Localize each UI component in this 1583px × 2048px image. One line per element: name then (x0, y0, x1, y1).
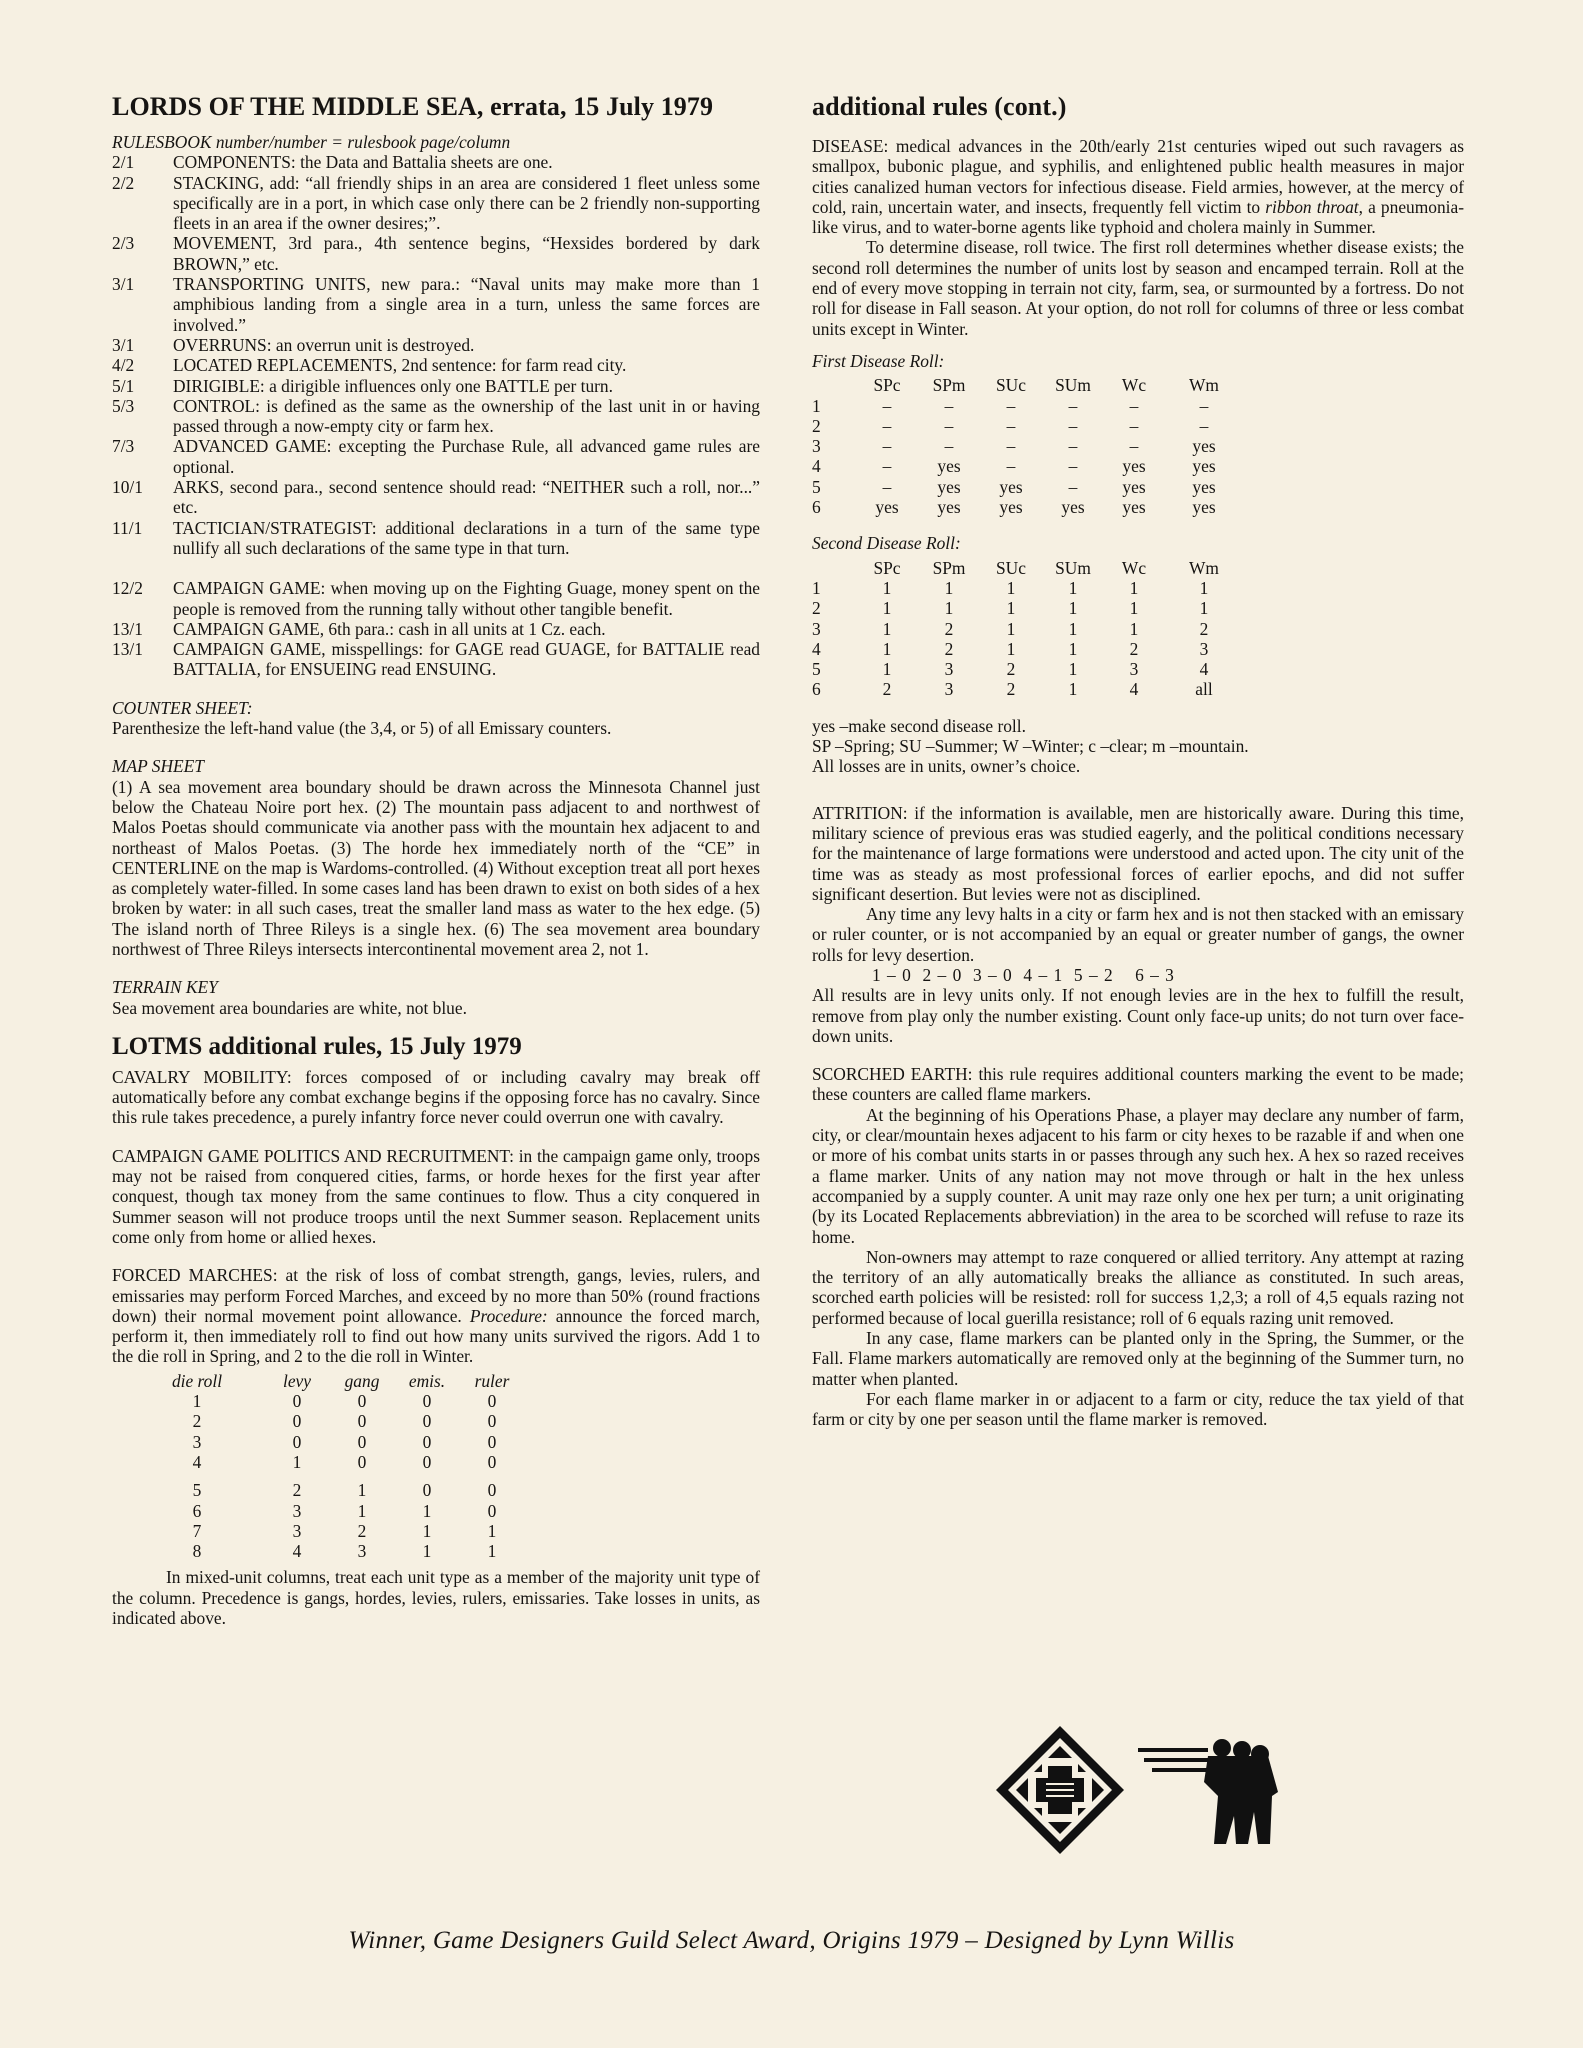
errata-ref: 4/2 (112, 355, 135, 376)
disease-table-cell: – (882, 415, 892, 436)
errata-entry (112, 518, 760, 559)
errata-text: STACKING, add: “all friendly ships in an area are considered 1 fleet unless some specifically are in a port, in which case only there can be 2 friendly non-supporting fleets in an area if the owner desires;”. (173, 172, 760, 234)
forced-table-cell: 0 (357, 1431, 367, 1452)
disease-table-cell: 1 (1129, 577, 1139, 598)
forced-table-cell: 0 (422, 1411, 432, 1432)
right-column (812, 92, 1464, 1430)
disease-table-header: SPc (873, 375, 901, 396)
legend-losses: All losses are in units, owner’s choice. (812, 756, 1081, 777)
disease-text-1a: DISEASE: medical advances in the 20th/early 21st centuries wiped out such ravagers as smallpox, bubonic plague, and syphilis, and enlightened public health measures in major cities canalized human vectors for infectious disease. Field armies, however, at the mercy of cold, rain, uncertain water, and insects, frequently fell victim to (812, 136, 1464, 217)
errata-text: TRANSPORTING UNITS, new para.: “Naval units may make more than 1 amphibious landing from a single area in a turn, unless the same forces are involved.” (173, 274, 760, 335)
campaign-politics-text: CAMPAIGN GAME POLITICS AND RECRUITMENT: in the campaign game only, troops may not be raised from conquered cities, farms, or horde hexes for the first year after conquest, though tax money from the same continues to flow. Thus a city conquered in Summer season will not produce troops until the next Summer season. Replacement units come only from home or allied hexes. (112, 1145, 760, 1247)
soldiers-silhouette-icon (1138, 1732, 1288, 1852)
additional-rules-title: LOTMS additional rules, 15 July 1979 (112, 1032, 522, 1060)
map-sheet-text: (1) A sea movement area boundary should be drawn across the Minnesota Channel just below the Chateau Noire port hex. (2) The mountain pass adjacent to and northwest of Malos Poetas should communicate via another pass with the mountain hex adjacent to and northeast of Malos Poetas. (3) The horde hex immediately north of the “CE” in CENTERLINE on the map is Wardoms-controlled. (4) Without exception treat all port hexes as completely water-filled. In some cases land has been drawn to exist on both sides of a hex broken by water: in all such cases, treat the smaller land mass as water to the hex edge. (5) The island north of Three Rileys is a single hex. (6) The sea movement area boundary northwest of Three Rileys intersects intercontinental movement area 2, not 1. (112, 776, 760, 959)
disease-table-header: SUm (1055, 375, 1091, 396)
second-disease-roll-table (812, 558, 1244, 700)
map-sheet-caption: MAP SHEET (112, 756, 204, 777)
disease-table-cell: – (1006, 456, 1016, 477)
disease-table-cell: 2 (1129, 638, 1139, 659)
table-row (812, 416, 1244, 436)
forced-table-cell: 1 (487, 1541, 497, 1562)
errata-ref: 12/2 (112, 578, 143, 599)
disease-text-1b: , a pneumonia-like virus, and to water-borne agents like typhoid and cholera mainly in Summer. (812, 196, 1464, 238)
disease-table-cell: 2 (812, 415, 821, 436)
guild-emblem-icon (990, 1720, 1130, 1860)
disease-table-cell: 1 (882, 659, 892, 680)
errata-text: CAMPAIGN GAME: when moving up on the Fighting Guage, money spent on the people is removed from the running tally without other tangible benefit. (173, 578, 760, 619)
disease-table-cell: 3 (1129, 659, 1139, 680)
forced-table-cell: 5 (192, 1480, 202, 1501)
errata-entry (112, 436, 760, 477)
disease-table-cell: 1 (1129, 598, 1139, 619)
scorched-earth-text-3: Non-owners may attempt to raze conquered or allied territory. Any attempt at razing the territory of an ally automatically breaks the alliance as constituted. In such areas, scorched earth policies will be resisted: roll for success 1,2,3; a roll of 4,5 equals razing not performed because of local guerilla resistance; roll of 6 equals razing unit removed. (812, 1246, 1464, 1328)
forced-march-table (132, 1371, 522, 1562)
table-row (132, 1432, 522, 1452)
counter-sheet-caption: COUNTER SHEET: (112, 697, 253, 718)
forced-table-cell: 4 (292, 1541, 302, 1562)
table-row (812, 396, 1244, 416)
errata-ref: 10/1 (112, 477, 143, 498)
disease-table-cell: yes (875, 497, 899, 518)
scorched-earth-text-4: In any case, flame markers can be planted only in the Spring, the Summer, or the Fall. Flame markers automatically are removed only at the beginning of the Summer turn, no matter when planted. (812, 1328, 1464, 1389)
legend-seasons: SP –Spring; SU –Summer; W –Winter; c –clear; m –mountain. (812, 736, 1249, 757)
errata-ref: 2/3 (112, 233, 135, 254)
disease-table-cell: 2 (1006, 659, 1016, 680)
additional-rules-cont-title: additional rules (cont.) (812, 92, 1067, 121)
procedure-label: Procedure: (469, 1305, 548, 1326)
scorched-earth-text-2: At the beginning of his Operations Phase, a player may declare any number of farm, city, or clear/mountain hexes adjacent to his farm or city hexes to be razable if and when one or more of his combat units starts in or passes through any such hex. A hex so razed receives a flame marker. Units of any nation may not move through or halt in the hex unless accompanied by a supply counter. A unit may raze only one hex per turn; a unit originating (by its Located Replacements abbreviation) in the area to be scorched will refuse to raze its home. (812, 1104, 1464, 1247)
disease-table-cell: – (1068, 456, 1078, 477)
disease-table-cell: – (882, 456, 892, 477)
disease-table-cell: 1 (882, 638, 892, 659)
table-row (812, 619, 1244, 639)
disease-table-cell: yes (937, 497, 961, 518)
forced-table-cell: 0 (487, 1391, 497, 1412)
forced-table-cell: 6 (192, 1500, 202, 1521)
disease-table-cell: – (1006, 415, 1016, 436)
errata-entry (112, 152, 760, 172)
forced-table-cell: 1 (292, 1451, 302, 1472)
first-disease-roll-caption: First Disease Roll: (812, 350, 945, 371)
errata-entry (112, 335, 760, 355)
errata-entry (112, 477, 760, 518)
disease-table-header: SUc (996, 375, 1026, 396)
errata-text: ARKS, second para., second sentence should read: “NEITHER such a roll, nor...” etc. (173, 477, 760, 518)
first-disease-roll-table (812, 375, 1244, 517)
table-row (132, 1411, 522, 1431)
disease-table-cell: 3 (944, 679, 954, 700)
disease-table-cell: – (882, 436, 892, 457)
disease-table-cell: yes (1192, 436, 1216, 457)
disease-table-cell: – (1068, 415, 1078, 436)
forced-table-cell: 0 (422, 1431, 432, 1452)
disease-table-cell: 1 (944, 598, 954, 619)
forced-table-cell: 3 (292, 1520, 302, 1541)
counter-sheet-text: Parenthesize the left-hand value (the 3,4, or 5) of all Emissary counters. (112, 718, 612, 739)
table-row (132, 1501, 522, 1521)
disease-table-cell: 1 (1129, 618, 1139, 639)
disease-table-cell: 5 (812, 476, 821, 497)
errata-entry (112, 396, 760, 437)
forced-table-header: ruler (474, 1370, 510, 1391)
disease-table-header: SPm (932, 557, 966, 578)
disease-table-cell: 6 (812, 679, 821, 700)
disease-table-cell: 1 (1006, 598, 1016, 619)
forced-table-cell: 0 (292, 1411, 302, 1432)
disease-table-cell: 2 (1006, 679, 1016, 700)
forced-table-cell: 0 (422, 1391, 432, 1412)
errata-title: LORDS OF THE MIDDLE SEA, errata, 15 July 1979 (112, 92, 714, 121)
forced-table-cell: 0 (357, 1411, 367, 1432)
disease-table-header: Wm (1189, 375, 1219, 396)
table-row (132, 1391, 522, 1411)
errata-entry (112, 173, 760, 234)
disease-table-cell: 3 (812, 618, 821, 639)
disease-table-cell: – (944, 395, 954, 416)
disease-table-cell: – (1199, 415, 1209, 436)
errata-text: CAMPAIGN GAME, misspellings: for GAGE read GUAGE, for BATTALIE read BATTALIA, for ENSUEING read ENSUING. (173, 639, 760, 680)
forced-table-cell: 1 (422, 1541, 432, 1562)
forced-table-cell: 4 (192, 1451, 202, 1472)
disease-table-cell: yes (999, 497, 1023, 518)
table-row (812, 639, 1244, 659)
disease-table-cell: yes (937, 476, 961, 497)
disease-table-cell: 1 (1068, 618, 1078, 639)
errata-ref: 5/3 (112, 395, 135, 416)
disease-table-cell: 1 (1006, 618, 1016, 639)
attrition-formula: 1 – 0 2 – 0 3 – 0 4 – 1 5 – 2 6 – 3 (872, 964, 1175, 985)
forced-table-cell: 0 (292, 1391, 302, 1412)
footer-credit: Winner, Game Designers Guild Select Award, Origins 1979 – Designed by Lynn Willis (348, 1927, 1235, 1954)
disease-table-cell: 1 (1199, 577, 1209, 598)
forced-table-cell: 0 (422, 1480, 432, 1501)
terrain-key-text: Sea movement area boundaries are white, not blue. (112, 997, 467, 1018)
disease-table-cell: 4 (1129, 679, 1139, 700)
disease-table-cell: – (1068, 395, 1078, 416)
terrain-key-caption: TERRAIN KEY (112, 977, 218, 998)
disease-table-header (812, 558, 856, 578)
forced-table-cell: 1 (192, 1391, 202, 1412)
disease-table-cell: – (1129, 415, 1139, 436)
disease-table-cell: – (944, 415, 954, 436)
disease-table-cell: 1 (944, 577, 954, 598)
forced-table-cell: 0 (422, 1451, 432, 1472)
forced-table-cell: 0 (357, 1391, 367, 1412)
disease-table-header: SUc (996, 557, 1026, 578)
forced-table-cell: 1 (357, 1480, 367, 1501)
table-row (812, 598, 1244, 618)
disease-table-cell: – (882, 476, 892, 497)
table-row (812, 578, 1244, 598)
disease-table-cell: 3 (944, 659, 954, 680)
scorched-earth-text-5: For each flame marker in or adjacent to a farm or city, reduce the tax yield of that farm or city by one per season until the flame marker is removed. (812, 1388, 1464, 1430)
errata-text: DIRIGIBLE: a dirigible influences only one BATTLE per turn. (173, 375, 613, 396)
disease-table-cell: – (1006, 436, 1016, 457)
errata-entry (112, 376, 760, 396)
errata-ref: 7/3 (112, 436, 135, 457)
forced-table-header: gang (344, 1370, 380, 1391)
forced-table-cell: 3 (292, 1500, 302, 1521)
errata-ref: 5/1 (112, 375, 135, 396)
forced-table-header: levy (283, 1370, 311, 1391)
disease-table-cell: yes (1061, 497, 1085, 518)
disease-table-header: Wc (1121, 557, 1147, 578)
table-row (812, 477, 1244, 497)
table-row (812, 497, 1244, 517)
forced-table-cell: 3 (192, 1431, 202, 1452)
disease-text-1 (812, 136, 1464, 237)
forced-table-cell: 0 (292, 1431, 302, 1452)
disease-table-cell: 3 (1199, 638, 1209, 659)
disease-table-header: Wm (1189, 557, 1219, 578)
forced-marches-text-a: FORCED MARCHES: at the risk of loss of combat strength, gangs, levies, rulers, and emissaries may perform Forced Marches, and exceed by no more than 50% (round fractions down) their normal movement point allowance. (112, 1265, 760, 1326)
forced-table-header: die roll (171, 1370, 223, 1391)
disease-table-cell: yes (1122, 497, 1146, 518)
errata-entry (112, 274, 760, 335)
disease-table-header: SPc (873, 557, 901, 578)
disease-table-cell: – (1068, 436, 1078, 457)
second-disease-roll-caption: Second Disease Roll: (812, 533, 961, 554)
forced-table-cell: 0 (487, 1431, 497, 1452)
table-row (132, 1452, 522, 1472)
forced-table-cell: 3 (357, 1541, 367, 1562)
errata-ref: 3/1 (112, 274, 135, 295)
errata-text: MOVEMENT, 3rd para., 4th sentence begins, “Hexsides bordered by dark BROWN,” etc. (173, 233, 760, 274)
disease-table-cell: – (1129, 395, 1139, 416)
errata-ref: 2/2 (112, 172, 135, 193)
disease-table-cell: yes (1192, 497, 1216, 518)
errata-ref: 11/1 (112, 517, 143, 538)
errata-text: OVERRUNS: an overrun unit is destroyed. (173, 334, 475, 355)
disease-table-cell: – (1199, 395, 1209, 416)
forced-table-cell: 1 (357, 1500, 367, 1521)
table-row (812, 456, 1244, 476)
disease-table-cell: 1 (1068, 598, 1078, 619)
attrition-text-2: Any time any levy halts in a city or farm hex and is not then stacked with an emissary or ruler counter, or is not accompanied by an equal or greater number of gangs, the owner rolls for levy desertion. (812, 904, 1464, 965)
disease-table-cell: 5 (812, 659, 821, 680)
forced-marches-text (112, 1265, 760, 1366)
disease-table-cell: yes (937, 456, 961, 477)
disease-table-cell: yes (1192, 476, 1216, 497)
disease-table-cell: – (1006, 395, 1016, 416)
errata-text: CAMPAIGN GAME, 6th para.: cash in all units at 1 Cz. each. (173, 618, 606, 639)
disease-table-cell: 1 (1068, 638, 1078, 659)
errata-text: TACTICIAN/STRATEGIST: additional declarations in a turn of the same type nullify all such declarations of the same type in that turn. (173, 517, 760, 558)
disease-table-cell: – (1129, 436, 1139, 457)
forced-table-cell: 0 (487, 1411, 497, 1432)
disease-table-cell: 1 (1006, 577, 1016, 598)
disease-text-2: To determine disease, roll twice. The first roll determines whether disease exists; the second roll determines the number of units lost by season and encamped terrain. Roll at the end of every move stopping in terrain not city, farm, sea, or surmounted by a fortress. Do not roll for disease in Fall season. At your option, do not roll for columns of three or less combat units except in Winter. (812, 237, 1464, 339)
disease-table-cell: 1 (812, 395, 821, 416)
forced-table-cell: 8 (192, 1541, 202, 1562)
disease-table-header: Wc (1121, 375, 1147, 396)
forced-table-cell: 1 (487, 1520, 497, 1541)
disease-table-header: SPm (932, 375, 966, 396)
forced-table-cell: 1 (422, 1520, 432, 1541)
errata-list-2 (112, 578, 760, 679)
disease-table-cell: yes (1192, 456, 1216, 477)
forced-table-cell: 0 (487, 1480, 497, 1501)
errata-entry (112, 639, 760, 680)
forced-table-cell: 7 (192, 1520, 202, 1541)
cavalry-mobility-text: CAVALRY MOBILITY: forces composed of or including cavalry may break off automatically before any combat exchange begins if the opposing force has no cavalry. Since this rule takes precedence, a purely infantry force never could overrun one with cavalry. (112, 1066, 760, 1128)
errata-entry (112, 619, 760, 639)
disease-table-cell: 2 (812, 598, 821, 619)
forced-table-cell: 0 (357, 1451, 367, 1472)
disease-table-cell: 1 (1199, 598, 1209, 619)
errata-ref: 13/1 (112, 618, 143, 639)
ribbon-throat-term: ribbon throat (1265, 196, 1359, 217)
table-row (132, 1521, 522, 1541)
scorched-earth-text-1: SCORCHED EARTH: this rule requires additional counters marking the event to be made; these counters are called flame markers. (812, 1064, 1464, 1105)
disease-table-cell: 1 (1068, 659, 1078, 680)
errata-text: LOCATED REPLACEMENTS, 2nd sentence: for farm read city. (173, 355, 627, 376)
legend-yes: yes –make second disease roll. (812, 715, 1026, 736)
disease-table-cell: 4 (812, 456, 821, 477)
disease-table-cell: – (944, 436, 954, 457)
disease-table-cell: 1 (882, 598, 892, 619)
disease-table-cell: 1 (1068, 679, 1078, 700)
forced-marches-text-b: announce the forced march, perform it, then immediately roll to find out how many units survived the rigors. Add 1 to the die roll in Spring, and 2 to the die roll in Winter. (112, 1305, 760, 1367)
errata-text: ADVANCED GAME: excepting the Purchase Rule, all advanced game rules are optional. (173, 436, 760, 477)
disease-table-cell: 2 (944, 618, 954, 639)
forced-table-header: emis. (408, 1370, 446, 1391)
mixed-units-text: In mixed-unit columns, treat each unit type as a member of the majority unit type of the column. Precedence is gangs, hordes, levies, rulers, emissaries. Take losses in units, as indicated above. (112, 1567, 760, 1628)
disease-table-cell: – (1068, 476, 1078, 497)
disease-table-cell: yes (1122, 456, 1146, 477)
table-row (812, 659, 1244, 679)
disease-table-cell: 2 (882, 679, 892, 700)
attrition-text-1: ATTRITION: if the information is available, men are historically aware. During this time, military science of previous eras was studied eagerly, and the political conditions necessary for the maintenance of large formations were understood and acted upon. The city unit of the time was as steady as most professional forces of earlier epochs, and did not suffer significant desertion. But levies were not as disciplined. (812, 802, 1464, 904)
table-row (812, 436, 1244, 456)
rulesbook-caption: RULESBOOK number/number = rulesbook page/column (112, 132, 511, 152)
forced-table-cell: 2 (192, 1411, 202, 1432)
table-row (132, 1541, 522, 1561)
errata-ref: 3/1 (112, 334, 135, 355)
forced-table-cell: 2 (357, 1520, 367, 1541)
disease-table-cell: 6 (812, 497, 821, 518)
disease-table-cell: all (1195, 679, 1213, 700)
errata-ref: 2/1 (112, 152, 135, 173)
disease-table-cell: 3 (812, 436, 821, 457)
disease-table-cell: 1 (1068, 577, 1078, 598)
left-column (112, 92, 760, 1628)
table-spacer (132, 1472, 522, 1480)
table-row (812, 679, 1244, 699)
errata-entry (112, 233, 760, 274)
table-row (132, 1480, 522, 1500)
errata-text: CONTROL: is defined as the same as the ownership of the last unit in or having passed through a now-empty city or farm hex. (173, 395, 760, 437)
disease-table-header: SUm (1055, 557, 1091, 578)
disease-table-cell: – (882, 395, 892, 416)
errata-ref: 13/1 (112, 639, 143, 660)
disease-table-cell: 1 (882, 618, 892, 639)
disease-table-cell: 4 (812, 638, 821, 659)
disease-table-cell: 4 (1199, 659, 1209, 680)
errata-entry (112, 578, 760, 619)
disease-table-cell: 1 (1006, 638, 1016, 659)
errata-list-1 (112, 152, 760, 558)
disease-table-cell: 1 (882, 577, 892, 598)
errata-entry (112, 355, 760, 375)
disease-table-header (812, 375, 856, 395)
forced-table-cell: 0 (487, 1451, 497, 1472)
forced-table-cell: 1 (422, 1500, 432, 1521)
disease-table-cell: 2 (944, 638, 954, 659)
disease-table-cell: 1 (812, 577, 821, 598)
forced-table-cell: 0 (487, 1500, 497, 1521)
disease-table-cell: yes (999, 476, 1023, 497)
attrition-text-3: All results are in levy units only. If not enough levies are in the hex to fulfill the result, remove from play only the number existing. Count only face-up units; do not turn over face-down units. (812, 985, 1464, 1046)
errata-text: COMPONENTS: the Data and Battalia sheets are one. (173, 152, 553, 173)
forced-table-cell: 2 (292, 1480, 302, 1501)
disease-table-cell: 2 (1199, 618, 1209, 639)
disease-table-cell: yes (1122, 476, 1146, 497)
